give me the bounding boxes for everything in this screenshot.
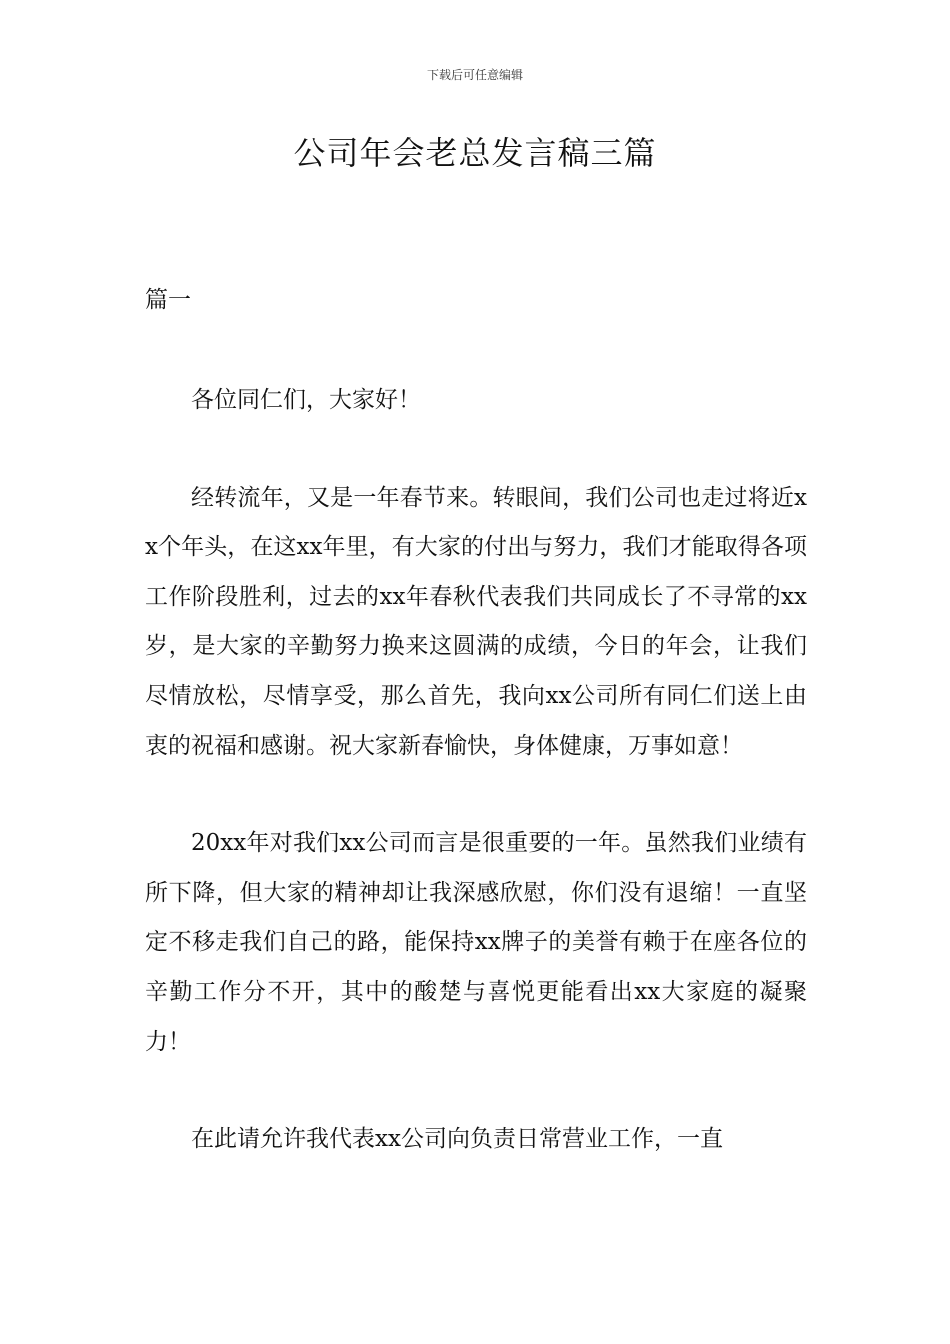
document-body	[145, 376, 807, 1165]
section-heading: 篇一	[145, 287, 191, 313]
document-title: 公司年会老总发言稿三篇	[293, 134, 657, 172]
paragraph: 20xx年对我们xx公司而言是很重要的一年。虽然我们业绩有所下降，但大家的精神却让我深感欣慰，你们没有退缩！一直坚定不移走我们自己的路，能保持xx牌子的美誉有赖于在座各位的辛勤工作分不开，其中的酸楚与喜悦更能看出xx大家庭的凝聚力！	[145, 830, 807, 1055]
paragraph-greeting: 各位同仁们，大家好！	[191, 387, 421, 413]
paragraph: 经转流年，又是一年春节来。转眼间，我们公司也走过将近xx个年头，在这xx年里，有大家的付出与努力，我们才能取得各项工作阶段胜利，过去的xx年春秋代表我们共同成长了不寻常的xx岁，是大家的辛勤努力换来这圆满的成绩，今日的年会，让我们尽情放松，尽情享受，那么首先，我向xx公司所有同仁们送上由衷的祝福和感谢。祝大家新春愉快，身体健康，万事如意！	[145, 484, 807, 759]
paragraph: 在此请允许我代表xx公司向负责日常营业工作，一直	[191, 1126, 723, 1153]
header-note: 下载后可任意编辑	[426, 68, 523, 82]
